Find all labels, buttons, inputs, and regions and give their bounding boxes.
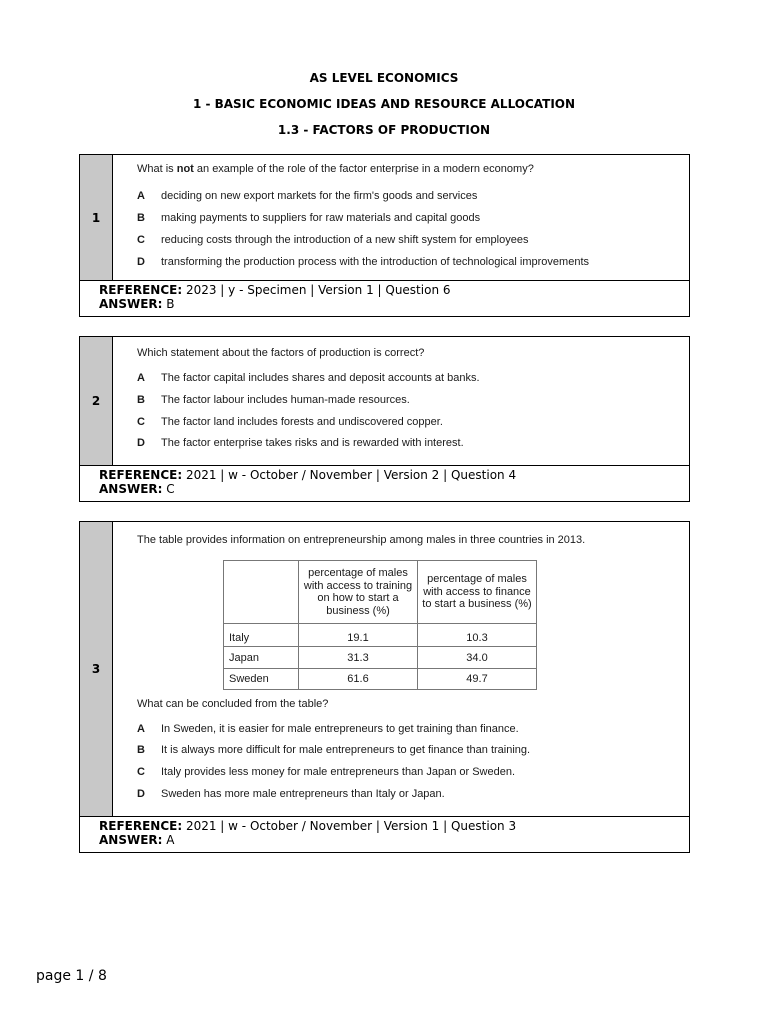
question-1-block <box>79 154 690 317</box>
option-a: A deciding on new export markets for the firm's goods and services <box>137 190 478 202</box>
question-stem: What is not an example of the role of the factor enterprise in a modern economy? <box>137 163 534 175</box>
question-stem: The table provides information on entrepreneurship among males in three countries in 2013. <box>137 534 586 546</box>
table-cell: Italy <box>224 624 299 647</box>
option-a: A In Sweden, it is easier for male entrepreneurs to get training than finance. <box>137 723 519 735</box>
table-cell: 49.7 <box>418 669 537 690</box>
page-number: page 1 / 8 <box>36 968 107 984</box>
table-header-cell: percentage of males with access to training on how to start a business (%) <box>299 561 418 624</box>
option-c: C The factor land includes forests and undiscovered copper. <box>137 416 443 428</box>
question-stem: Which statement about the factors of production is correct? <box>137 347 425 359</box>
option-b: B The factor labour includes human-made resources. <box>137 394 410 406</box>
question-2-block <box>79 336 690 502</box>
question-content <box>113 522 689 816</box>
document-subject: AS LEVEL ECONOMICS <box>309 71 459 85</box>
option-c: C Italy provides less money for male entrepreneurs than Japan or Sweden. <box>137 766 516 778</box>
table-cell: 34.0 <box>418 647 537 669</box>
question-prompt: What can be concluded from the table? <box>137 698 329 710</box>
option-d: D Sweden has more male entrepreneurs than Italy or Japan. <box>137 788 445 800</box>
option-b: B It is always more difficult for male entrepreneurs to get finance than training. <box>137 744 531 756</box>
reference-answer: REFERENCE: 2021 | w - October / November | Version 2 | Question 4 ANSWER: C <box>99 468 517 496</box>
table-header-cell: percentage of males with access to finance to start a business (%) <box>418 561 537 624</box>
table-row <box>224 669 537 690</box>
option-c: C reducing costs through the introduction of a new shift system for employees <box>137 234 529 246</box>
question-3-block <box>79 521 690 853</box>
option-a: A The factor capital includes shares and deposit accounts at banks. <box>137 372 480 384</box>
table-cell: 61.6 <box>299 669 418 690</box>
table-cell: Japan <box>224 647 299 669</box>
question-content <box>113 337 689 465</box>
table-row <box>224 624 537 647</box>
option-b: B making payments to suppliers for raw materials and capital goods <box>137 212 481 224</box>
document-topic: 1 - BASIC ECONOMIC IDEAS AND RESOURCE ALLOCATION <box>192 97 576 111</box>
reference-answer: REFERENCE: 2021 | w - October / November | Version 1 | Question 3 ANSWER: A <box>99 819 517 847</box>
option-d: D transforming the production process with the introduction of technological improvements <box>137 256 590 268</box>
question-number: 3 <box>80 522 113 816</box>
question-content <box>113 155 689 280</box>
document-subtopic: 1.3 - FACTORS OF PRODUCTION <box>277 123 491 137</box>
table-cell: Sweden <box>224 669 299 690</box>
table-header-cell <box>224 561 299 624</box>
table-header-row <box>224 561 537 624</box>
option-d: D The factor enterprise takes risks and is rewarded with interest. <box>137 437 464 449</box>
question-number: 1 <box>80 155 113 280</box>
table-row <box>224 647 537 669</box>
table-cell: 31.3 <box>299 647 418 669</box>
table-cell: 19.1 <box>299 624 418 647</box>
reference-answer: REFERENCE: 2023 | y - Specimen | Version 1 | Question 6 ANSWER: B <box>99 283 451 311</box>
question-number: 2 <box>80 337 113 465</box>
table-cell: 10.3 <box>418 624 537 647</box>
entrepreneurship-table <box>223 560 537 690</box>
